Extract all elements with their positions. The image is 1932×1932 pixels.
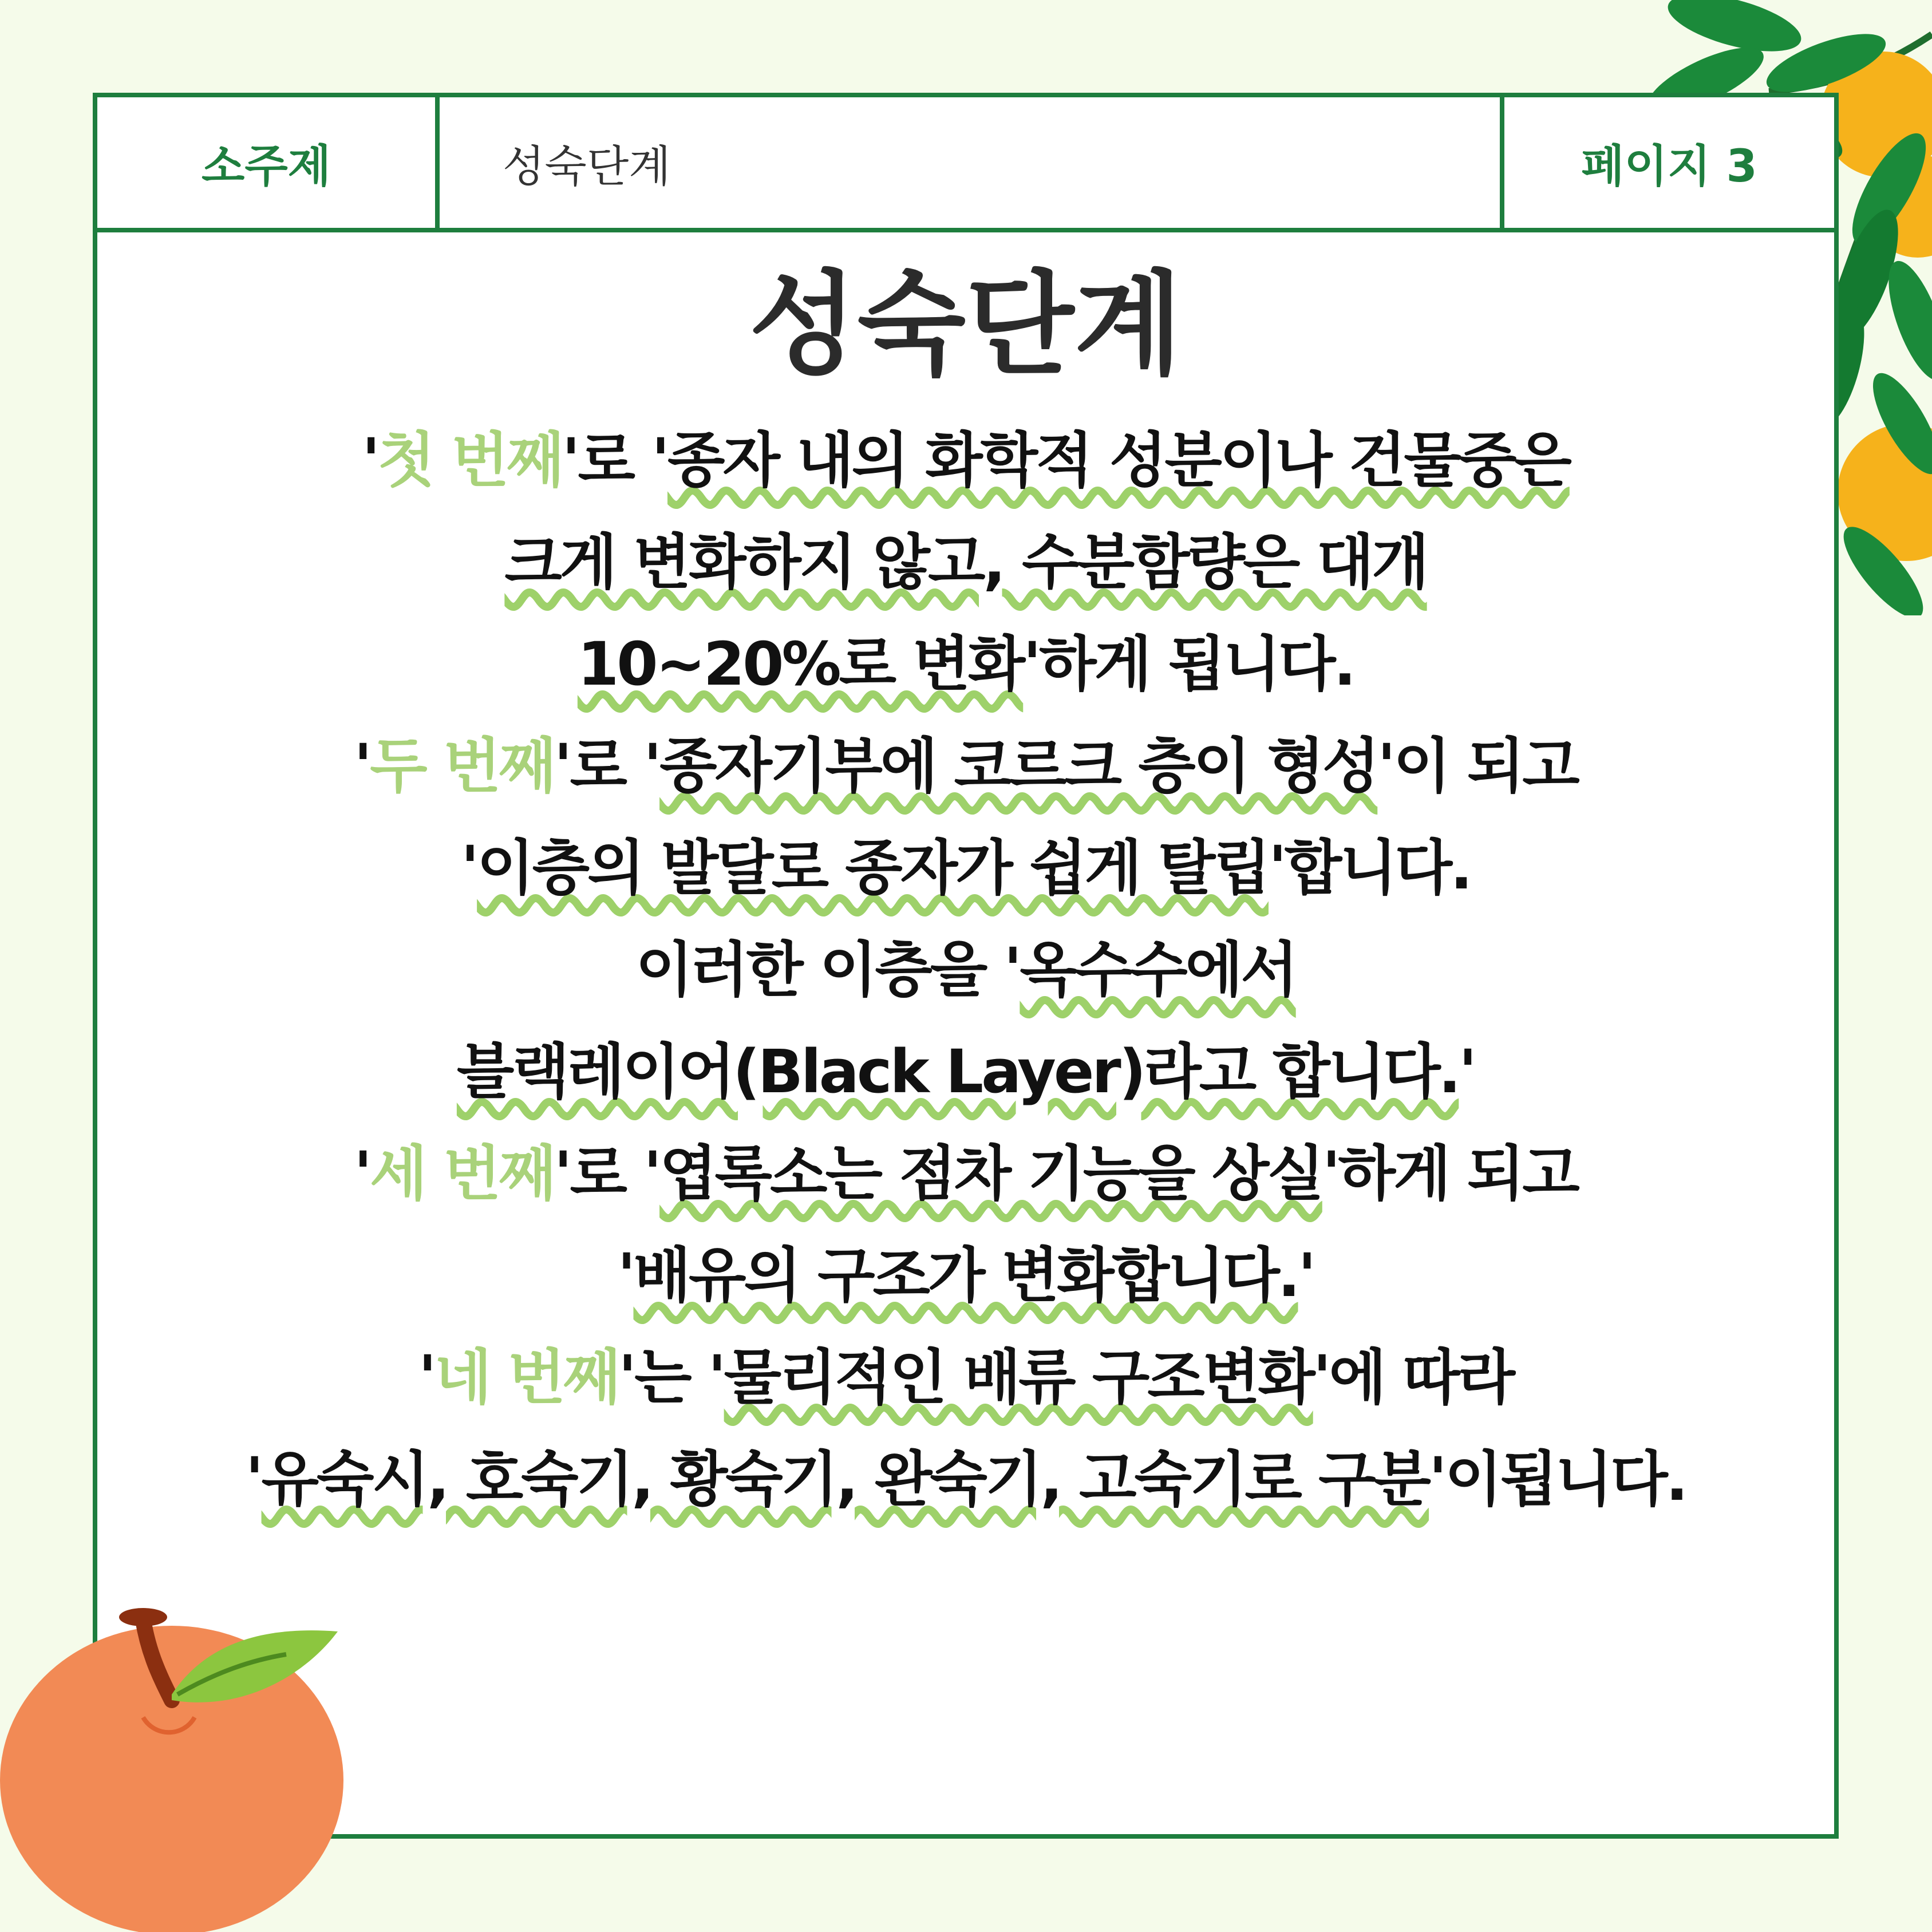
text-segment: '는 ' [618,1342,724,1412]
text-segment: '에 따라 [1313,1342,1514,1412]
header-label-cell [97,97,440,228]
text-segment: ' [1298,1240,1314,1310]
header-topic: 성숙단계 [503,140,671,192]
underlined-phrase: 블랙레이어(Black Layer)라고 합니다. [456,1037,1459,1107]
underlined-phrase: 10~20%로 변화 [577,629,1024,699]
text-segment: ' [354,1139,370,1208]
underlined-phrase: 유숙시, 호숙기, 황숙기, 완숙기, 고숙기로 구분 [261,1444,1429,1514]
text-segment: 이러한 이층을 ' [635,935,1020,1005]
text-segment: ' [461,833,477,903]
text-segment: '합니다. [1268,833,1471,903]
page-number: 페이지 3 [1581,141,1757,192]
text-segment: '이됩니다. [1429,1444,1686,1514]
ordinal-highlight: 첫 번째 [378,425,562,495]
text-segment: ' [362,425,378,495]
body-paragraph [97,409,1834,1530]
body-line [97,1428,1834,1530]
body-line [97,409,1834,511]
text-segment: ' [245,1444,262,1514]
body-line [97,1224,1834,1326]
page-title: 성숙단계 [749,260,1183,390]
text-segment: '하게 되고 [1322,1139,1578,1208]
body-line [97,919,1834,1021]
header-page-cell [1504,97,1834,228]
underlined-phrase: 옥수수에서 [1020,935,1296,1005]
body-line [97,715,1834,817]
header-topic-cell [440,97,1504,228]
underlined-phrase: 엽록소는 점차 기능을 상실 [659,1139,1322,1208]
body-line [97,613,1834,715]
underlined-phrase: 물리적인 배류 구조변화 [724,1342,1313,1412]
content-card [93,93,1839,1839]
text-segment: '로 ' [554,1139,660,1208]
underlined-phrase: 종자 내의 화학적 성분이나 건물중은 [667,425,1570,495]
text-segment: '로 ' [562,425,667,495]
text-segment: '이 되고 [1377,731,1578,801]
body-line [97,1326,1834,1428]
text-segment: '로 ' [554,731,660,801]
body-line [97,817,1834,919]
header-bar [97,97,1834,232]
text-segment: ' [354,731,370,801]
text-segment: ' [1459,1037,1475,1107]
text-segment: ' [418,1342,434,1412]
header-label: 소주제 [201,141,331,192]
ordinal-highlight: 세 번째 [370,1139,554,1208]
body-line [97,1123,1834,1224]
underlined-phrase: 이층의 발달로 종자가 쉽게 탈립 [477,833,1269,903]
underlined-phrase: 배유의 구조가 변화합니다. [633,1240,1298,1310]
text-segment: '하게 됩니다. [1023,629,1354,699]
text-segment: ' [617,1240,634,1310]
underlined-phrase: 크게 변화하지 않고, 수분함량은 대개 [504,527,1427,597]
orange-fruit-icon [0,1528,343,1932]
body-line [97,1021,1834,1123]
body-line [97,511,1834,613]
ordinal-highlight: 두 번째 [370,731,554,801]
underlined-phrase: 종자기부에 코르크 층이 형성 [659,731,1378,801]
ordinal-highlight: 네 번째 [434,1342,619,1412]
